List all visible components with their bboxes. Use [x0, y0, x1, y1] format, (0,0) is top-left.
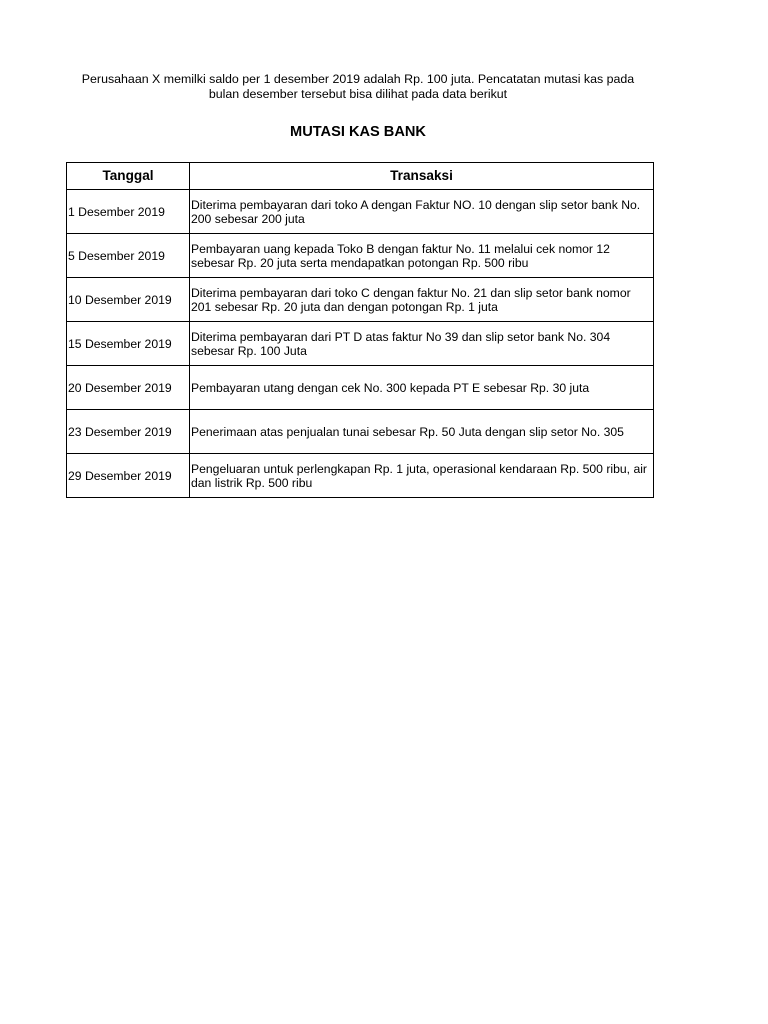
header-tanggal: Tanggal	[67, 163, 190, 190]
table-row	[67, 454, 654, 498]
row-date: 5 Desember 2019	[67, 234, 190, 278]
table-row	[67, 410, 654, 454]
row-transaction: Diterima pembayaran dari toko A dengan Faktur NO. 10 dengan slip setor bank No. 200 sebesar 200 juta	[190, 190, 654, 234]
header-transaksi: Transaksi	[190, 163, 654, 190]
row-date: 10 Desember 2019	[67, 278, 190, 322]
table-row	[67, 366, 654, 410]
row-date: 29 Desember 2019	[67, 454, 190, 498]
row-date: 1 Desember 2019	[67, 190, 190, 234]
document-title: MUTASI KAS BANK	[290, 124, 426, 140]
table-row	[67, 190, 654, 234]
row-transaction: Pembayaran utang dengan cek No. 300 kepada PT E sebesar Rp. 30 juta	[190, 366, 654, 410]
row-transaction: Diterima pembayaran dari toko C dengan faktur No. 21 dan slip setor bank nomor 201 sebesar Rp. 20 juta dan dengan potongan Rp. 1 juta	[190, 278, 654, 322]
table-row	[67, 278, 654, 322]
row-date: 15 Desember 2019	[67, 322, 190, 366]
intro-paragraph	[60, 72, 656, 102]
row-transaction: Pembayaran uang kepada Toko B dengan faktur No. 11 melalui cek nomor 12 sebesar Rp. 20 juta serta mendapatkan potongan Rp. 500 ribu	[190, 234, 654, 278]
row-transaction: Diterima pembayaran dari PT D atas faktur No 39 dan slip setor bank No. 304 sebesar Rp. 100 Juta	[190, 322, 654, 366]
table-row	[67, 322, 654, 366]
intro-line-1: Perusahaan X memilki saldo per 1 desember 2019 adalah Rp. 100 juta. Pencatatan mutasi kas pada	[81, 72, 635, 86]
row-date: 23 Desember 2019	[67, 410, 190, 454]
intro-line-2: bulan desember tersebut bisa dilihat pada data berikut	[208, 87, 508, 101]
row-date: 20 Desember 2019	[67, 366, 190, 410]
row-transaction: Penerimaan atas penjualan tunai sebesar Rp. 50 Juta dengan slip setor No. 305	[190, 410, 654, 454]
mutasi-kas-table	[66, 162, 654, 498]
table-header-row	[67, 163, 654, 190]
table-row	[67, 234, 654, 278]
row-transaction: Pengeluaran untuk perlengkapan Rp. 1 juta, operasional kendaraan Rp. 500 ribu, air dan listrik Rp. 500 ribu	[190, 454, 654, 498]
